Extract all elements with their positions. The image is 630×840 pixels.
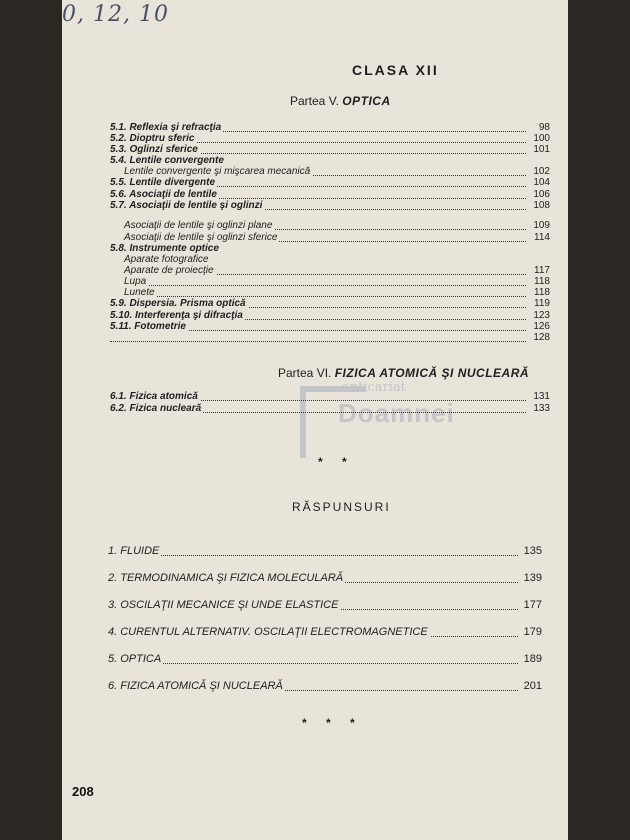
toc-entry-row [110, 220, 550, 232]
answer-leader-dots [108, 555, 518, 556]
answer-row [108, 625, 542, 639]
toc-entry-label: 6.1. Fizica atomică [110, 391, 198, 402]
toc-entry-label: 5.4. Lentile convergente [110, 155, 224, 166]
toc-entry-page-number: 118 [534, 287, 550, 298]
toc-entry-page-number: 119 [534, 298, 550, 309]
answer-page-number: 201 [523, 680, 542, 692]
toc-entry-page-number: 104 [533, 177, 550, 188]
toc-entry-label: Lentile convergente şi mişcarea mecanică [110, 166, 312, 178]
toc-entry-page-number: 101 [533, 144, 550, 155]
toc-entry-leader-dots [110, 296, 526, 297]
answer-page-number: 135 [523, 545, 542, 557]
toc-entry-page-number: 98 [538, 122, 550, 133]
toc-entry-page-number: 108 [533, 200, 550, 211]
answer-page-number: 189 [523, 653, 542, 665]
toc-entry-page-number: 133 [533, 403, 550, 414]
answer-label: 6. FIZICA ATOMICĂ ŞI NUCLEARĂ [108, 680, 283, 692]
toc-entry-page-number: 117 [534, 265, 550, 276]
toc-entry-row [110, 177, 550, 189]
toc-entry-page-number: 109 [533, 220, 550, 231]
toc-entry-page-number: 131 [533, 391, 550, 402]
part-5-name: OPTICA [342, 94, 391, 108]
toc-entry-label: 5.11. Fotometrie [110, 321, 186, 332]
toc-entry-label: 5.8. Instrumente optice [110, 243, 219, 254]
separator-stars-2: * * * [302, 716, 363, 730]
part-5-prefix: Partea V. [290, 94, 339, 108]
toc-entry-label: 5.5. Lentile divergente [110, 177, 216, 188]
answer-row [108, 571, 542, 585]
answer-page-number: 179 [523, 626, 542, 638]
answers-title: RĂSPUNSURI [292, 500, 391, 514]
part-6-heading [278, 366, 529, 380]
toc-entry-row [110, 298, 550, 310]
page-title: CLASA XII [352, 62, 439, 78]
answer-row [108, 652, 542, 666]
watermark-line1: anticariat [342, 380, 406, 395]
watermark-logo [300, 380, 455, 460]
toc-entry-label: 5.2. Dioptru sferic [110, 133, 195, 144]
answer-page-number: 139 [523, 572, 542, 584]
answer-label: 3. OSCILAŢII MECANICE ŞI UNDE ELASTICE [108, 599, 339, 611]
toc-entry-label: 5.10. Interferenţa şi difracţia [110, 310, 243, 321]
answer-label: 5. OPTICA [108, 653, 162, 665]
part-6-prefix: Partea VI. [278, 366, 332, 380]
part-5-heading [290, 94, 391, 108]
toc-entry-page-number: 123 [533, 310, 550, 321]
separator-stars-1: * * [318, 455, 355, 469]
toc-entry-row [110, 332, 550, 344]
watermark-line2: Doamnei [338, 398, 455, 428]
toc-entry-page-number: 106 [533, 189, 550, 200]
toc-entry-page-number: 114 [534, 232, 550, 243]
book-page [62, 0, 568, 840]
toc-entry-label: Lupa [110, 276, 148, 288]
toc-entry-label: 5.7. Asociaţii de lentile şi oglinzi [110, 200, 263, 211]
toc-entry-label: 5.3. Oglinzi sferice [110, 144, 198, 155]
toc-entry-label: 6.2. Fizica nucleară [110, 403, 202, 414]
answer-row [108, 598, 542, 612]
toc-entry-label: Lunete [110, 287, 157, 299]
answer-label: 4. CURENTUL ALTERNATIV. OSCILAŢII ELECTROMAGNETICE [108, 626, 428, 638]
toc-entry-label: Asociaţii de lentile şi oglinzi sferice [110, 232, 279, 244]
toc-entry-label: Aparate de proiecţie [110, 265, 216, 277]
toc-entry-label: Aparate fotografice [110, 254, 211, 266]
toc-entry-row [110, 200, 550, 212]
toc-entry-page-number: 128 [533, 332, 550, 343]
toc-entry-label: 5.9. Dispersia. Prisma optică [110, 298, 246, 309]
page-number: 208 [72, 784, 94, 799]
handwritten-note: 0, 12, 10 [62, 2, 169, 27]
toc-entry-page-number: 118 [534, 276, 550, 287]
toc-entry-label: 5.1. Reflexia şi refracţia [110, 122, 222, 133]
toc-entry-leader-dots [110, 285, 526, 286]
toc-entry-page-number: 100 [533, 133, 550, 144]
answer-row [108, 679, 542, 693]
toc-entry-label: Asociaţii de lentile şi oglinzi plane [110, 220, 274, 232]
part-6-name: FIZICA ATOMICĂ ŞI NUCLEARĂ [334, 366, 530, 380]
answer-leader-dots [108, 663, 518, 664]
toc-entry-page-number: 126 [533, 321, 550, 332]
toc-entry-page-number: 102 [533, 166, 550, 177]
toc-entry-leader-dots [110, 341, 526, 342]
answer-label: 2. TERMODINAMICA ŞI FIZICA MOLECULARĂ [108, 572, 344, 584]
answer-page-number: 177 [523, 599, 542, 611]
toc-entry-label: 5.6. Asociaţii de lentile [110, 189, 217, 200]
answer-row [108, 544, 542, 558]
answer-label: 1. FLUIDE [108, 545, 160, 557]
